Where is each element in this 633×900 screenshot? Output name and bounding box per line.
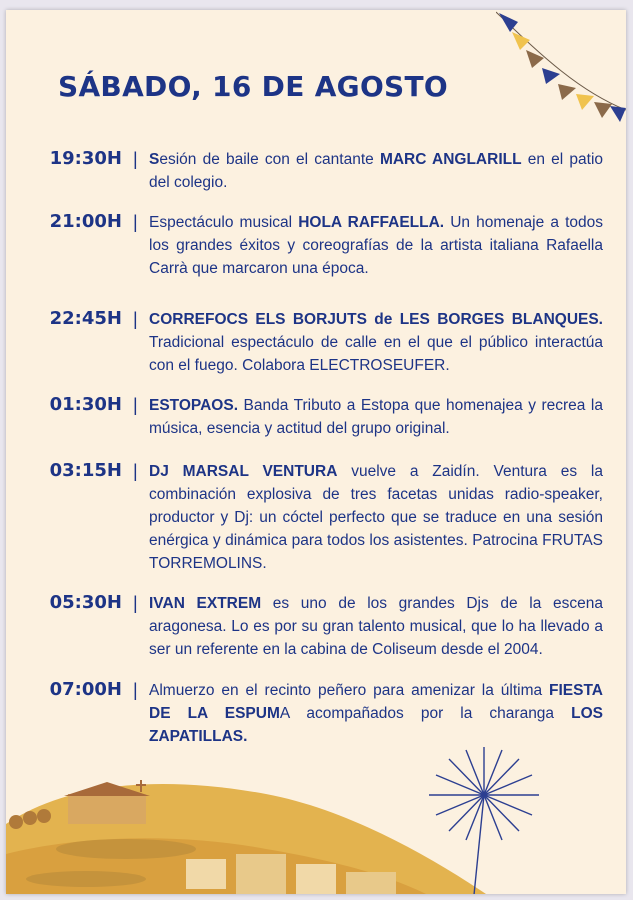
poster-page xyxy=(6,10,626,894)
event-time: 19:30H xyxy=(49,148,122,169)
separator-bar: | xyxy=(133,680,138,700)
highlight-text: IVAN EXTREM xyxy=(149,595,262,612)
separator-bar: | xyxy=(133,149,138,169)
event-time: 01:30H xyxy=(49,394,122,415)
highlight-text: DJ MARSAL VENTURA xyxy=(149,463,338,480)
bunting-flags-icon xyxy=(496,10,626,130)
event-description: DJ MARSAL VENTURA vuelve a Zaidín. Ventura es la combinación explosiva de tres facetas unidas radio-speaker, productor y Dj: un cóctel perfecto que se traduce en una sesión enérgica y dinámica para todos los asistentes. Patrocina FRUTAS TORREMOLINS. xyxy=(149,463,603,572)
event-time: 21:00H xyxy=(49,211,122,232)
highlight-text: HOLA RAFFAELLA. xyxy=(298,214,445,231)
highlight-text: CORREFOCS ELS BORJUTS de LES BORGES BLANQUES. xyxy=(149,311,603,328)
highlight-text: ESTOPAOS. xyxy=(149,397,239,414)
event-description: ESTOPAOS. Banda Tributo a Estopa que homenajea y recrea la música, esencia y actitud del grupo original. xyxy=(149,397,603,437)
separator-bar: | xyxy=(133,212,138,232)
highlight-text: FIESTA DE LA ESPUM xyxy=(149,682,603,722)
separator-bar: | xyxy=(133,593,138,613)
highlight-text: S xyxy=(149,151,160,168)
event-description: Almuerzo en el recinto peñero para amenizar la última FIESTA DE LA ESPUMA acompañados por la charanga LOS ZAPATILLAS. xyxy=(149,682,603,745)
firework-icon xyxy=(424,745,544,894)
event-time: 22:45H xyxy=(49,308,122,329)
event-description: Espectáculo musical HOLA RAFFAELLA. Un homenaje a todos los grandes éxitos y coreografías de la artista italiana Rafaella Carrà que marcaron una época. xyxy=(149,214,603,277)
event-time: 05:30H xyxy=(49,592,122,613)
event-description: Sesión de baile con el cantante MARC ANGLARILL en el patio del colegio. xyxy=(149,151,604,191)
highlight-text: MARC ANGLARILL xyxy=(379,151,522,168)
page-title: SÁBADO, 16 DE AGOSTO xyxy=(58,70,449,103)
event-description: CORREFOCS ELS BORJUTS de LES BORGES BLANQUES. Tradicional espectáculo de calle en el que el público interactúa con el fuego. Colabora ELECTROSEUFER. xyxy=(149,311,603,374)
event-time: 03:15H xyxy=(49,460,122,481)
event-time: 07:00H xyxy=(49,679,122,700)
separator-bar: | xyxy=(133,395,138,415)
highlight-text: LOS ZAPATILLAS. xyxy=(149,705,603,745)
event-description: IVAN EXTREM es uno de los grandes Djs de la escena aragonesa. Lo es por su gran talento musical, que lo ha llevado a ser un referente en la cabina de Coliseum desde el 2004. xyxy=(149,595,603,658)
separator-bar: | xyxy=(133,461,138,481)
separator-bar: | xyxy=(133,309,138,329)
